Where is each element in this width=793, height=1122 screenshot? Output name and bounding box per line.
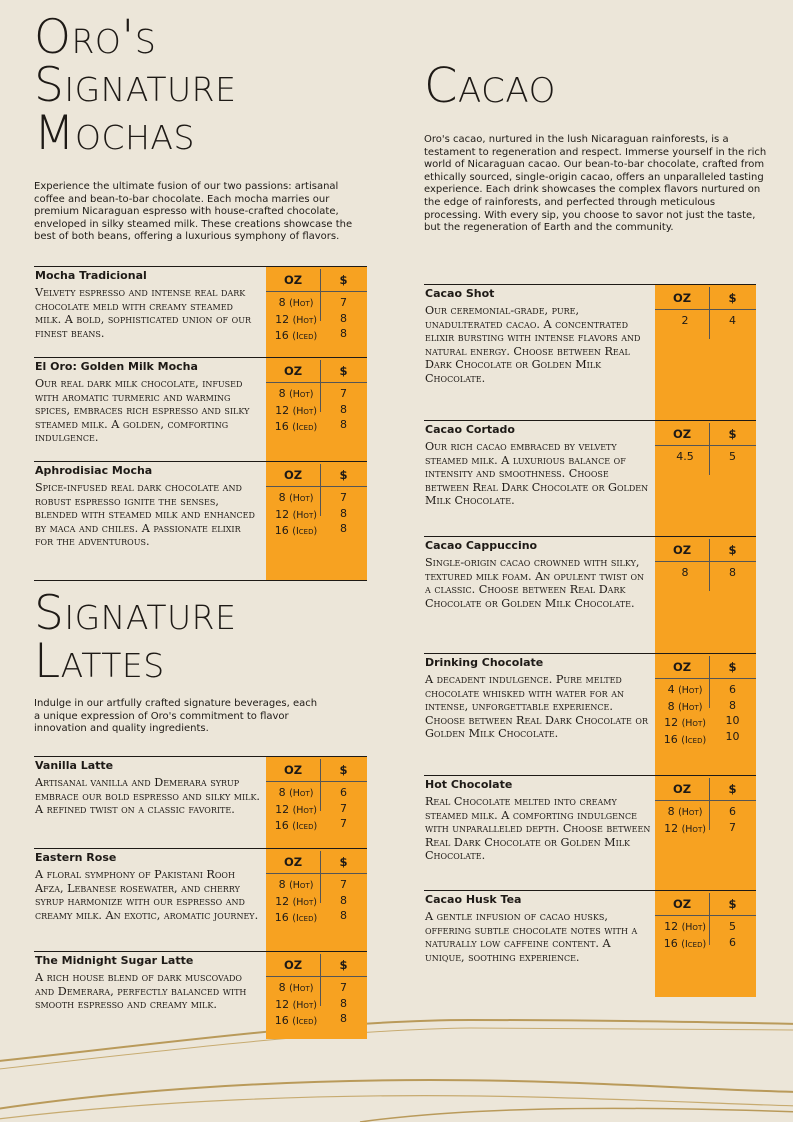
size-label: (Iced)	[292, 821, 318, 833]
item-name: Cacao Cortado	[425, 423, 515, 436]
size-oz: 4.5	[676, 450, 694, 463]
price-list	[320, 785, 367, 832]
size-oz: 12	[275, 312, 290, 326]
size-oz: 8	[681, 566, 689, 579]
price-list	[320, 980, 367, 1027]
cacao-list	[424, 284, 756, 996]
price-box	[655, 285, 756, 421]
menu-item[interactable]	[424, 890, 756, 997]
price-box	[266, 757, 367, 849]
size-list	[655, 313, 715, 330]
menu-item[interactable]	[34, 848, 367, 952]
lattes-intro: Indulge in our artfully crafted signature beverages, each a unique expression of Oro's commitment to flavor innovation and quality ingredients.	[34, 698, 318, 735]
size-list	[655, 919, 715, 952]
price-header: $	[339, 273, 348, 287]
size-row	[266, 523, 326, 540]
header-rule	[655, 309, 756, 310]
price-value: 7	[340, 878, 347, 891]
oz-header: OZ	[283, 364, 303, 378]
size-label: (Iced)	[292, 913, 318, 925]
size-label: (Hot)	[678, 807, 703, 818]
price-value: 7	[729, 820, 736, 834]
header-rule	[655, 678, 756, 679]
mochas-section	[34, 10, 367, 243]
oz-header: OZ	[672, 427, 692, 441]
menu-item[interactable]	[424, 284, 756, 421]
price-list	[709, 919, 756, 950]
size-label: (Hot)	[292, 405, 317, 417]
price-header: $	[728, 427, 737, 441]
size-row	[266, 507, 326, 524]
price-header: $	[728, 660, 737, 674]
header-rule	[266, 291, 367, 292]
price-box	[266, 849, 367, 952]
oz-header: OZ	[672, 897, 692, 911]
mochas-title	[34, 10, 367, 161]
price-box	[655, 891, 756, 997]
size-oz: 16	[274, 1014, 289, 1028]
price-header: $	[339, 763, 348, 777]
size-oz: 12	[275, 403, 290, 417]
menu-item[interactable]	[34, 756, 367, 849]
menu-item[interactable]	[34, 357, 367, 462]
price-header: $	[339, 468, 348, 482]
size-oz: 12	[275, 894, 290, 908]
item-description: A decadent indulgence. Pure melted chocolate whisked with water for an intense, unforgettable experience. Choose between Real Dark Chocolate or Golden Milk Chocolate.	[425, 673, 648, 741]
size-label: (Iced)	[292, 331, 318, 343]
size-list	[655, 565, 715, 582]
price-list	[320, 490, 367, 537]
size-label: (Hot)	[289, 788, 314, 799]
price-list	[709, 313, 756, 329]
mochas-list	[34, 266, 367, 580]
price-value: 6	[729, 935, 736, 949]
size-oz: 2	[681, 314, 689, 327]
size-row	[266, 419, 326, 436]
price-list	[320, 295, 367, 342]
size-label: (Iced)	[292, 1016, 318, 1028]
item-description: Our rich cacao embraced by velvety steamed milk. A luxurious balance of intensity and smoothness. Choose between Real Dark Chocolate or Golden Milk Chocolate.	[425, 440, 649, 508]
price-value: 4	[729, 314, 736, 327]
size-oz: 8	[278, 981, 286, 994]
size-list	[266, 980, 326, 1030]
size-list	[655, 804, 715, 837]
size-label: (Iced)	[681, 734, 707, 746]
menu-item[interactable]	[34, 461, 367, 581]
cacao-section	[424, 58, 767, 234]
header-rule	[266, 486, 367, 487]
size-oz: 8	[667, 805, 675, 818]
size-label: (Iced)	[292, 422, 318, 434]
item-description: Real Chocolate melted into creamy steamed milk. A comforting indulgence with unparalleled depth. Choose between Real Dark Chocolate or Golden Milk Chocolate.	[425, 795, 651, 863]
size-row	[655, 821, 715, 838]
size-label: (Hot)	[289, 983, 314, 994]
size-row	[266, 997, 326, 1014]
size-oz: 12	[664, 821, 679, 835]
size-oz: 16	[663, 732, 678, 746]
oz-header: OZ	[283, 763, 303, 777]
price-box	[655, 421, 756, 537]
menu-item[interactable]	[424, 420, 756, 537]
lattes-list	[34, 756, 367, 1039]
size-row	[266, 295, 326, 312]
header-rule	[655, 561, 756, 562]
price-list	[320, 386, 367, 433]
price-value: 7	[340, 981, 347, 994]
item-name: Vanilla Latte	[35, 759, 114, 772]
header-rule	[266, 382, 367, 383]
size-oz: 16	[274, 420, 289, 434]
oz-header: OZ	[672, 782, 692, 796]
cacao-title: Cacao	[424, 58, 556, 114]
price-value: 8	[729, 566, 736, 579]
price-value: 8	[340, 996, 347, 1010]
item-description: Velvety espresso and intense real dark chocolate meld with creamy steamed milk. A bold, sophisticated union of our finest beans.	[35, 286, 251, 340]
size-oz: 16	[274, 524, 289, 538]
size-oz: 8	[278, 878, 286, 891]
size-row	[655, 936, 715, 953]
oz-header: OZ	[672, 543, 692, 557]
price-list	[709, 804, 756, 835]
size-label: (Hot)	[289, 298, 314, 309]
price-header: $	[339, 855, 348, 869]
price-header: $	[728, 782, 737, 796]
price-list	[320, 877, 367, 924]
size-label: (Hot)	[289, 880, 314, 891]
price-value: 8	[340, 418, 347, 432]
price-value: 8	[340, 893, 347, 907]
price-header: $	[728, 897, 737, 911]
menu-item[interactable]	[34, 266, 367, 358]
size-row	[266, 802, 326, 819]
item-description: A gentle infusion of cacao husks, offering subtle chocolate notes with a naturally low caffeine content. A unique, soothing experience.	[425, 910, 638, 964]
item-description: Single-origin cacao crowned with silky, textured milk foam. An opulent twist on a classic. Choose between Real Dark Chocolate or Golden Milk Chocolate.	[425, 556, 645, 610]
mochas-title-line2: Signature	[34, 58, 237, 113]
cacao-intro: Oro's cacao, nurtured in the lush Nicaraguan rainforests, is a testament to regeneration and respect. Immerse yourself in the rich world of Nicaraguan cacao. Our bean-to-bar chocolate, crafted from ethically sourced, single-origin cacao, offers an unparalleled tasting experience. Each drink showcases the complex flavors nurtured on the edge of rainforests, and perfected through meticulous processing. With every sip, you choose to savor not just the taste, but the regeneration of Earth and the community.	[424, 134, 767, 234]
header-rule	[655, 915, 756, 916]
price-box	[266, 358, 367, 462]
size-label: (Hot)	[681, 922, 706, 933]
price-value: 8	[340, 1012, 347, 1026]
size-oz: 12	[664, 920, 679, 933]
item-description: Our real dark milk chocolate, infused with aromatic turmeric and warming spices, embraces rich espresso and silky steamed milk. A golden, comforting indulgence.	[35, 377, 250, 445]
size-list	[655, 682, 715, 748]
price-list	[709, 682, 756, 744]
menu-item[interactable]	[34, 951, 367, 1039]
menu-item[interactable]	[424, 775, 756, 891]
size-label: (Hot)	[292, 804, 317, 816]
item-name: Eastern Rose	[35, 851, 117, 864]
oz-header: OZ	[672, 660, 692, 674]
header-rule	[655, 445, 756, 446]
size-oz: 16	[663, 936, 678, 950]
size-label: (Hot)	[292, 314, 317, 326]
size-row	[266, 877, 326, 894]
size-row	[266, 818, 326, 835]
size-label: (Iced)	[681, 938, 707, 950]
size-label: (Hot)	[678, 685, 703, 696]
size-oz: 16	[274, 329, 289, 343]
size-label: (Hot)	[289, 389, 314, 400]
size-oz: 8	[278, 786, 286, 799]
price-box	[266, 267, 367, 358]
size-row	[655, 682, 715, 699]
price-value: 7	[340, 817, 347, 831]
item-name: El Oro: Golden Milk Mocha	[35, 360, 198, 373]
mochas-intro: Experience the ultimate fusion of our two passions: artisanal coffee and bean-to-bar chocolate. Each mocha marries our premium Nicaraguan espresso with house-crafted chocolate, enveloped in silky steamed milk. These creations showcase the best of both beans, offering a luxurious symphony of flavors.	[34, 181, 353, 243]
size-list	[266, 386, 326, 436]
price-box	[266, 462, 367, 580]
lattes-title-line2: Lattes	[34, 634, 165, 689]
size-row	[655, 565, 715, 582]
size-row	[266, 403, 326, 420]
oz-header: OZ	[672, 291, 692, 305]
price-value: 5	[729, 450, 736, 463]
size-row	[655, 449, 715, 466]
size-oz: 12	[275, 997, 290, 1011]
item-name: Cacao Cappuccino	[425, 539, 538, 552]
price-value: 8	[340, 311, 347, 325]
item-description: Artisanal vanilla and Demerara syrup embrace our bold espresso and silky milk. A refined twist on a classic favorite.	[35, 776, 260, 817]
price-box	[266, 952, 367, 1039]
item-name: Hot Chocolate	[425, 778, 513, 791]
price-list	[709, 565, 756, 581]
oz-header: OZ	[283, 273, 303, 287]
oz-header: OZ	[283, 468, 303, 482]
size-row	[655, 715, 715, 732]
price-box	[655, 654, 756, 776]
price-list	[709, 449, 756, 465]
size-oz: 16	[274, 819, 289, 833]
item-name: Cacao Husk Tea	[425, 893, 522, 906]
size-oz: 8	[278, 296, 286, 309]
price-value: 7	[340, 491, 347, 504]
size-list	[266, 490, 326, 540]
size-oz: 12	[275, 507, 290, 521]
item-name: Aphrodisiac Mocha	[35, 464, 153, 477]
price-value: 5	[729, 920, 736, 933]
price-value: 6	[340, 786, 347, 799]
lattes-section	[34, 586, 367, 735]
price-header: $	[339, 958, 348, 972]
size-row	[266, 328, 326, 345]
menu-item[interactable]	[424, 653, 756, 776]
price-value: 7	[340, 296, 347, 309]
item-description: A rich house blend of dark muscovado and Demerara, perfectly balanced with smooth espresso and creamy milk.	[35, 971, 247, 1012]
mochas-title-line1: Oro's	[34, 10, 157, 65]
price-value: 6	[729, 683, 736, 696]
size-list	[266, 295, 326, 345]
item-description: Our ceremonial-grade, pure, unadulterated cacao. A concentrated elixir bursting with intense flavors and natural energy. Choose between Real Dark Chocolate or Golden Milk Chocolate.	[425, 304, 641, 385]
size-label: (Hot)	[681, 718, 706, 730]
oz-header: OZ	[283, 958, 303, 972]
price-value: 8	[729, 698, 736, 712]
size-label: (Iced)	[292, 526, 318, 538]
menu-item[interactable]	[424, 536, 756, 654]
size-label: (Hot)	[678, 701, 703, 713]
item-description: Spice-infused real dark chocolate and robust espresso ignite the senses, blended with steamed milk and enhanced by maca and chiles. A passionate elixir for the adventurous.	[35, 481, 255, 549]
size-oz: 16	[274, 911, 289, 925]
size-oz: 12	[275, 802, 290, 816]
size-row	[655, 919, 715, 936]
header-rule	[266, 873, 367, 874]
mochas-title-line3: Mochas	[34, 106, 195, 161]
item-name: Cacao Shot	[425, 287, 495, 300]
price-header: $	[339, 364, 348, 378]
size-oz: 8	[278, 387, 286, 400]
size-row	[266, 910, 326, 927]
price-header: $	[728, 543, 737, 557]
item-name: The Midnight Sugar Latte	[35, 954, 194, 967]
size-row	[655, 313, 715, 330]
size-row	[266, 1013, 326, 1030]
lattes-title	[34, 586, 367, 689]
price-value: 7	[340, 387, 347, 400]
size-row	[266, 386, 326, 403]
size-row	[655, 804, 715, 821]
header-rule	[655, 800, 756, 801]
size-row	[266, 312, 326, 329]
item-description: A floral symphony of Pakistani Rooh Afza, Lebanese rosewater, and cherry syrup harmonize with our espresso and creamy milk. An exotic, aromatic journey.	[35, 868, 259, 922]
size-oz: 4	[667, 683, 675, 696]
price-value: 8	[340, 327, 347, 341]
size-label: (Hot)	[681, 823, 706, 835]
price-value: 10	[725, 714, 740, 728]
price-value: 7	[340, 801, 347, 815]
size-oz: 12	[664, 716, 679, 730]
size-label: (Hot)	[292, 999, 317, 1011]
size-row	[266, 785, 326, 802]
size-list	[655, 449, 715, 466]
price-value: 10	[725, 729, 740, 743]
lattes-title-line1: Signature	[34, 586, 237, 641]
size-list	[266, 877, 326, 927]
size-label: (Hot)	[289, 493, 314, 504]
size-list	[266, 785, 326, 835]
size-oz: 8	[278, 491, 286, 504]
price-value: 8	[340, 506, 347, 520]
header-rule	[266, 781, 367, 782]
size-row	[266, 980, 326, 997]
price-value: 8	[340, 402, 347, 416]
price-value: 8	[340, 909, 347, 923]
price-box	[655, 776, 756, 891]
price-header: $	[728, 291, 737, 305]
size-row	[655, 732, 715, 749]
header-rule	[266, 976, 367, 977]
size-label: (Hot)	[292, 509, 317, 521]
item-name: Drinking Chocolate	[425, 656, 544, 669]
price-value: 6	[729, 805, 736, 818]
size-row	[655, 699, 715, 716]
oz-header: OZ	[283, 855, 303, 869]
size-oz: 8	[667, 699, 675, 713]
size-label: (Hot)	[292, 896, 317, 908]
price-value: 8	[340, 522, 347, 536]
price-box	[655, 537, 756, 654]
item-name: Mocha Tradicional	[35, 269, 147, 282]
size-row	[266, 490, 326, 507]
size-row	[266, 894, 326, 911]
